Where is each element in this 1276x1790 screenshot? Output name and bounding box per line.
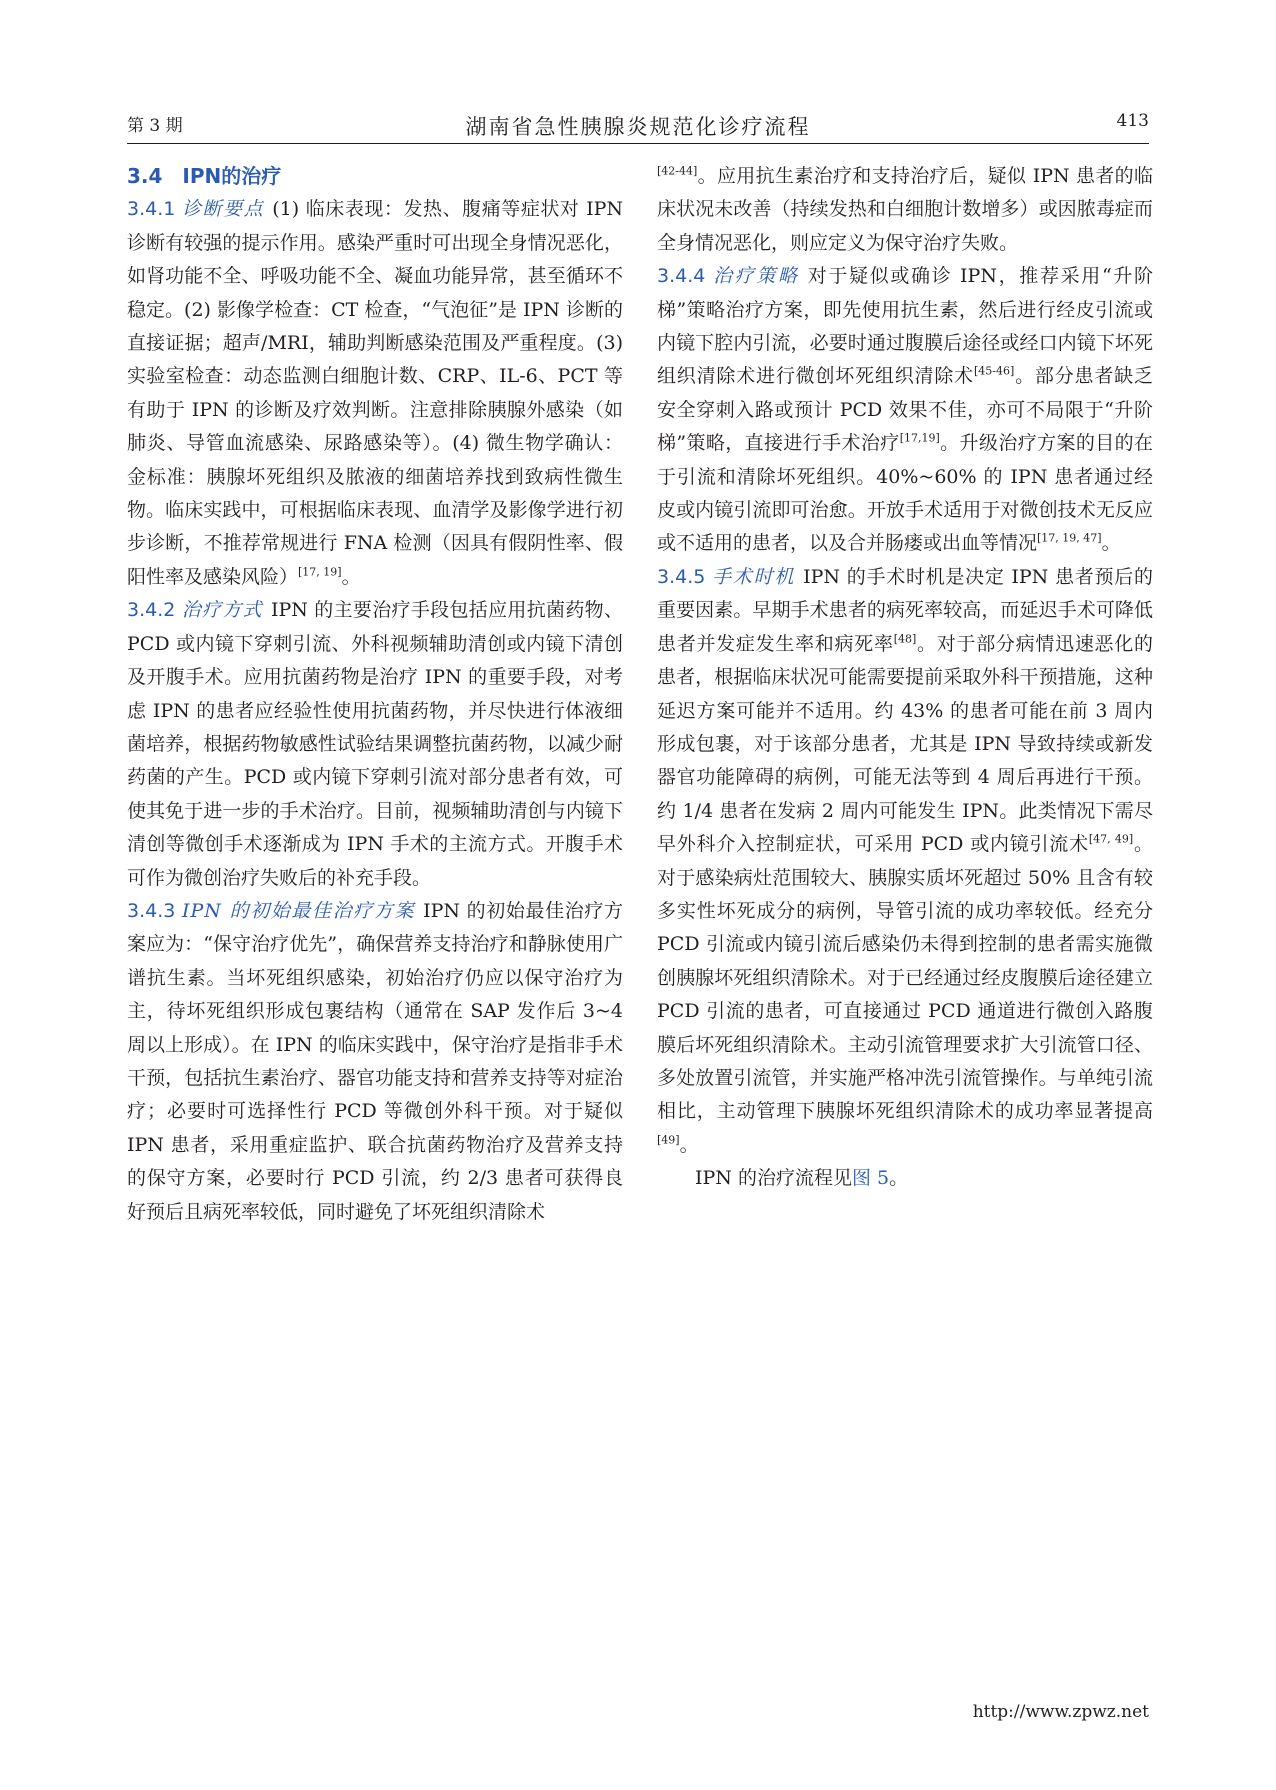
- citation: [45-46]: [974, 365, 1015, 379]
- subsection-number: 3.4.1: [127, 198, 176, 221]
- closing-end: 。: [889, 1167, 909, 1190]
- paragraph-3-4-3-cont: [657, 160, 1153, 260]
- paragraph-text: IPN 的主要治疗手段包括应用抗菌药物、PCD 或内镜下穿刺引流、外科视频辅助清创或内镜下清创及开腹手术。应用抗菌药物是治疗 IPN 的重要手段，对考虑 IPN 的患者应经验性使用抗菌药物，并尽快进行体液细菌培养，根据药物敏感性试验结果调整抗菌药物，以减少耐药菌的产生。PCD 或内镜下穿刺引流对部分患者有效，可使其免于进一步的手术治疗。目前，视频辅助清创与内镜下清创等微创手术逐渐成为 IPN 手术的主流方式。开腹手术可作为微创治疗失败后的补充手段。: [127, 599, 623, 889]
- citation: [49]: [657, 1133, 680, 1147]
- paragraph-text: 。对于部分病情迅速恶化的患者，根据临床状况可能需要提前采取外科干预措施，这种延迟方案可能并不适用。约 43% 的患者可能在前 3 周内形成包裹，对于该部分患者，尤其是 IPN 导致持续或新发器官功能障碍的病例，可能无法等到 4 周后再进行干预。约 1/4 患者在发病 2 周内可能发生 IPN。此类情况下需尽早外科介入控制症状，可采用 PCD 或内镜引流术: [657, 632, 1153, 856]
- page-header: [127, 107, 1149, 144]
- page-number: 413: [1116, 111, 1149, 131]
- paragraph-3-4-1: [127, 193, 623, 594]
- citation: [17, 19, 47]: [1037, 532, 1102, 546]
- citation: [17,19]: [899, 431, 940, 445]
- paragraph-text: 。应用抗生素治疗和支持治疗后，疑似 IPN 患者的临床状况未改善（持续发热和白细胞计数增多）或因脓毒症而全身情况恶化，则应定义为保守治疗失败。: [657, 165, 1153, 254]
- subsection-title: 治疗方式: [181, 599, 263, 622]
- citation: [17, 19]: [298, 565, 342, 579]
- subsection-title: 治疗策略: [713, 265, 800, 288]
- subsection-number: 3.4.2: [127, 599, 176, 622]
- footer-url[interactable]: http://www.zpwz.net: [972, 1702, 1149, 1722]
- subsection-number: 3.4.3: [127, 899, 176, 922]
- subsection-title: 诊断要点: [181, 198, 265, 221]
- paragraph-end: 。: [679, 1133, 699, 1156]
- paragraph-3-4-2: [127, 594, 623, 895]
- left-column: [127, 160, 623, 1229]
- subsection-number: 3.4.5: [657, 565, 706, 588]
- paragraph-3-4-5: [657, 561, 1153, 1162]
- issue-label: 第 3 期: [127, 116, 183, 136]
- figure-link[interactable]: 图 5: [851, 1167, 890, 1190]
- right-column: [657, 160, 1153, 1196]
- paragraph-text: 。部分患者缺乏安全穿刺入路或预计 PCD 效果不佳，亦可不局限于“升阶梯”策略，直接进行手术治疗: [657, 365, 1153, 455]
- section-heading: 3.4 IPN的治疗: [127, 164, 282, 188]
- citation: [47, 49]: [1088, 832, 1134, 846]
- paragraph-text: IPN 的初始最佳治疗方案应为：“保守治疗优先”，确保营养支持治疗和静脉使用广谱抗生素。当坏死组织感染，初始治疗仍应以保守治疗为主，待坏死组织形成包裹结构（通常在 SAP 发作后 3~4 周以上形成）。在 IPN 的临床实践中，保守治疗是指非手术干预，包括抗生素治疗、器官功能支持和营养支持等对症治疗；必要时可选择性行 PCD 等微创外科干预。对于疑似 IPN 患者，采用重症监护、联合抗菌药物治疗及营养支持的保守方案，必要时行 PCD 引流，约 2/3 患者可获得良好预后且病死率较低，同时避免了坏死组织清除术: [127, 899, 623, 1223]
- paragraph-text: IPN 的手术时机是决定 IPN 患者预后的重要因素。早期手术患者的病死率较高，而延迟手术可降低患者并发症发生率和病死率: [657, 565, 1153, 655]
- subsection-title: 手术时机: [712, 565, 796, 588]
- paragraph-end: 。: [1101, 532, 1121, 555]
- paragraph-3-4-4: [657, 260, 1153, 561]
- paragraph-text: (1) 临床表现：发热、腹痛等症状对 IPN 诊断有较强的提示作用。感染严重时可出现全身情况恶化，如肾功能不全、呼吸功能不全、凝血功能异常，甚至循环不稳定。(2) 影像学检查：CT 检查，“气泡征”是 IPN 诊断的直接证据；超声/MRI，辅助判断感染范围及严重程度。(3) 实验室检查：动态监测白细胞计数、CRP、IL-6、PCT 等有助于 IPN 的诊断及疗效判断。注意排除胰腺外感染（如肺炎、导管血流感染、尿路感染等）。(4) 微生物学确认：金标准：胰腺坏死组织及脓液的细菌培养找到致病性微生物。临床实践中，可根据临床表现、血清学及影像学进行初步诊断，不推荐常规进行 FNA 检测（因具有假阴性率、假阳性率及感染风险）: [127, 198, 623, 588]
- closing-text: IPN 的治疗流程见: [695, 1167, 852, 1190]
- paragraph-text: 。升级治疗方案的目的在于引流和清除坏死组织。40%~60% 的 IPN 患者通过经皮或内镜引流即可治愈。开放手术适用于对微创技术无反应或不适用的患者，以及合并肠瘘或出血等情况: [657, 432, 1153, 555]
- paragraph-3-4-3: [127, 895, 623, 1229]
- paragraph-end: 。: [341, 565, 361, 588]
- closing-paragraph: [657, 1162, 1153, 1195]
- citation: [42-44]: [657, 164, 698, 178]
- paragraph-text: 。对于感染病灶范围较大、胰腺实质坏死超过 50% 且含有较多实性坏死成分的病例，导管引流的成功率较低。经充分 PCD 引流或内镜引流后感染仍未得到控制的患者需实施微创胰腺坏死组织清除术。对于已经通过经皮腹膜后途径建立 PCD 引流的患者，可直接通过 PCD 通道进行微创入路腹膜后坏死组织清除术。主动引流管理要求扩大引流管口径、多处放置引流管，并实施严格冲洗引流管操作。与单纯引流相比，主动管理下胰腺坏死组织清除术的成功率显著提高: [657, 833, 1153, 1123]
- running-title: 湖南省急性胰腺炎规范化诊疗流程: [465, 115, 811, 139]
- subsection-number: 3.4.4: [657, 265, 706, 288]
- paragraph-text: 对于疑似或确诊 IPN，推荐采用“升阶梯”策略治疗方案，即先使用抗生素，然后进行经皮引流或内镜下腔内引流，必要时通过腹膜后途径或经口内镜下坏死组织清除术进行微创坏死组织清除术: [657, 265, 1153, 388]
- citation: [48]: [893, 632, 917, 646]
- subsection-title: IPN 的初始最佳治疗方案: [182, 899, 416, 922]
